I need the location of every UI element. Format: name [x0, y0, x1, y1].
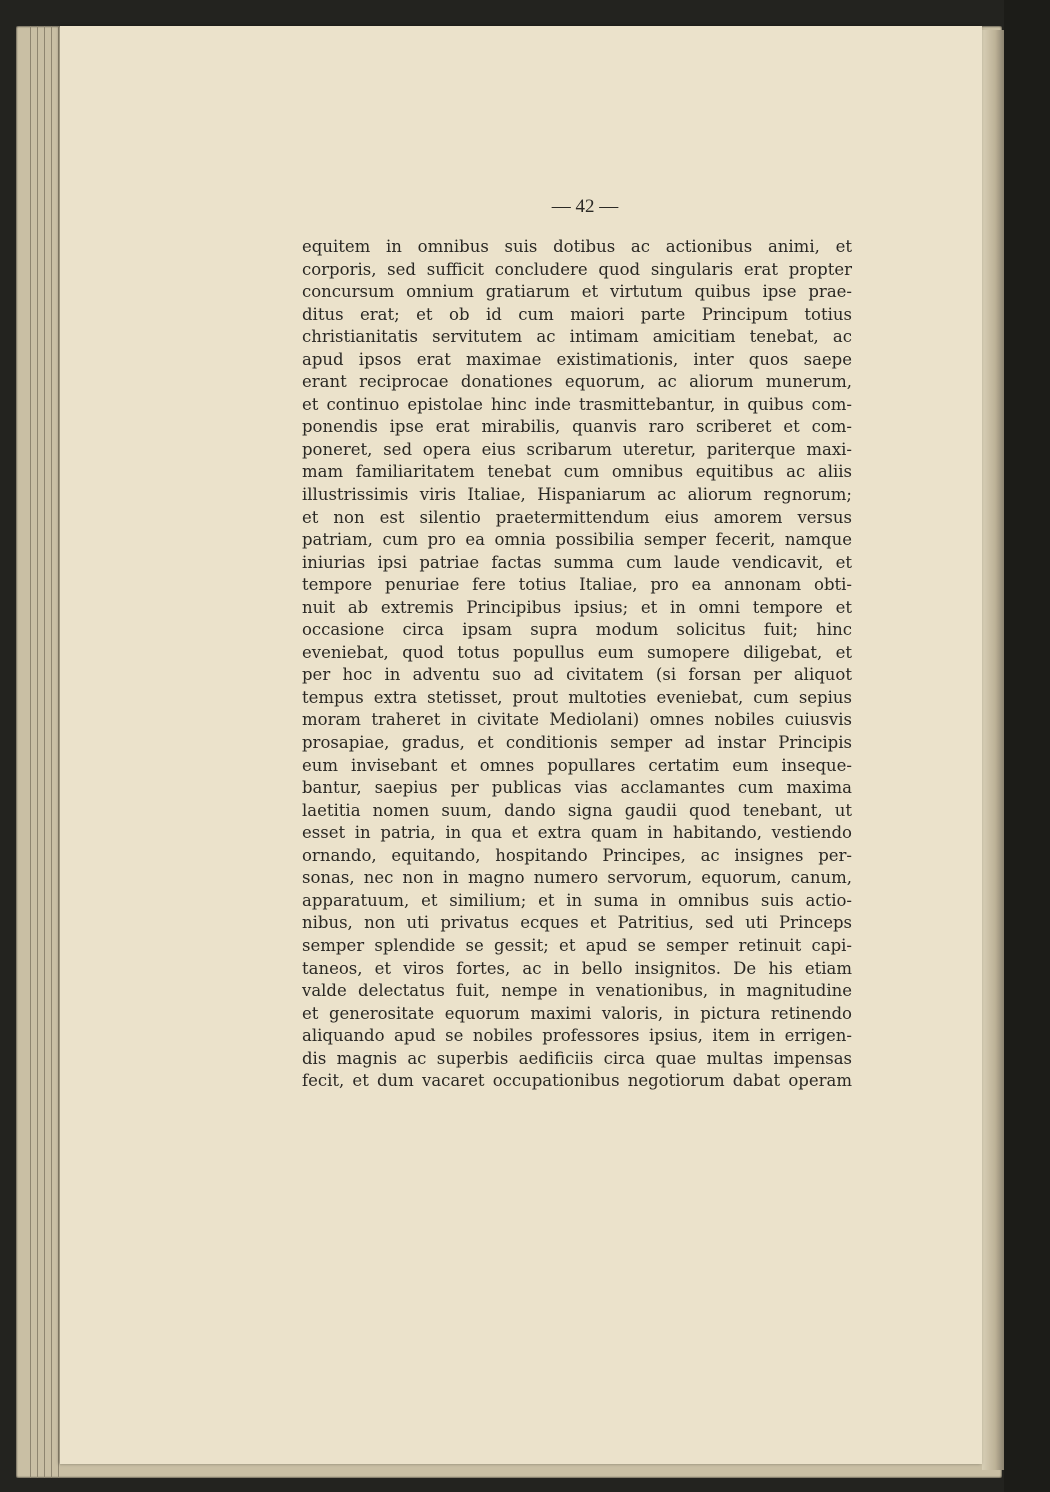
text-line: laetitia nomen suum, dando signa gaudii quod tenebant, ut	[302, 800, 852, 820]
text-line: semper splendide se gessit; et apud se semper retinuit capi-	[302, 935, 852, 955]
text-line: et generositate equorum maximi valoris, in pictura retinendo	[302, 1003, 852, 1023]
text-line: eveniebat, quod totus popullus eum sumopere diligebat, et	[302, 642, 852, 662]
text-line: patriam, cum pro ea omnia possibilia semper fecerit, namque	[302, 530, 852, 550]
body-text	[302, 236, 852, 1093]
text-line: sonas, nec non in magno numero servorum, equorum, canum,	[302, 868, 852, 888]
text-line: et continuo epistolae hinc inde trasmittebantur, in quibus com-	[302, 394, 852, 414]
text-line: equitem in omnibus suis dotibus ac actionibus animi, et	[302, 237, 852, 256]
text-line: et non est silentio praetermittendum eius amorem versus	[302, 507, 852, 527]
text-line: bantur, saepius per publicas vias acclamantes cum maxima	[302, 778, 852, 798]
text-line: poneret, sed opera eius scribarum uteretur, pariterque maxi-	[302, 439, 852, 459]
text-line: dis magnis ac superbis aedificiis circa quae multas impensas	[302, 1048, 852, 1068]
text-line: illustrissimis viris Italiae, Hispaniarum ac aliorum regnorum;	[302, 485, 852, 505]
text-line: aliquando apud se nobiles professores ipsius, item in errigen-	[302, 1026, 852, 1046]
background-strip	[1004, 0, 1050, 1492]
text-line: prosapiae, gradus, et conditionis semper ad instar Principis	[302, 733, 852, 753]
text-line: ornando, equitando, hospitando Principes, ac insignes per-	[302, 845, 852, 865]
text-line: nuit ab extremis Principibus ipsius; et in omni tempore et	[302, 597, 852, 617]
text-line: concursum omnium gratiarum et virtutum quibus ipse prae-	[302, 282, 852, 302]
text-line: erant reciprocae donationes equorum, ac aliorum munerum,	[302, 372, 852, 392]
text-line: moram traheret in civitate Mediolani) omnes nobiles cuiusvis	[302, 710, 852, 730]
page-number: — 42 —	[551, 196, 619, 217]
text-line: taneos, et viros fortes, ac in bello insignitos. De his etiam	[302, 958, 852, 978]
text-line: apparatuum, et similium; et in suma in omnibus suis actio-	[302, 890, 852, 910]
right-page-edge	[982, 30, 1004, 1470]
text-line: iniurias ipsi patriae factas summa cum laude vendicavit, et	[302, 552, 852, 572]
text-line: eum invisebant et omnes popullares certatim eum inseque-	[302, 755, 852, 775]
text-line: nibus, non uti privatus ecques et Patritius, sed uti Princeps	[302, 913, 852, 933]
text-line: per hoc in adventu suo ad civitatem (si forsan per aliquot	[302, 665, 852, 685]
text-line: tempore penuriae fere totius Italiae, pro ea annonam obti-	[302, 575, 852, 595]
text-line: fecit, et dum vacaret occupationibus negotiorum dabat operam	[302, 1071, 852, 1091]
text-line: tempus extra stetisset, prout multoties eveniebat, cum sepius	[302, 687, 852, 707]
text-line: mam familiaritatem tenebat cum omnibus equitibus ac aliis	[302, 462, 852, 482]
text-line: ditus erat; et ob id cum maiori parte Principum totius	[302, 304, 852, 324]
text-line: esset in patria, in qua et extra quam in habitando, vestiendo	[302, 823, 852, 843]
text-line: occasione circa ipsam supra modum solicitus fuit; hinc	[302, 620, 852, 640]
stack-edge	[48, 26, 59, 1478]
text-line: apud ipsos erat maximae existimationis, inter quos saepe	[302, 349, 852, 369]
text-line: ponendis ipse erat mirabilis, quanvis raro scriberet et com-	[302, 417, 852, 437]
text-line: christianitatis servitutem ac intimam amicitiam tenebat, ac	[302, 327, 852, 347]
text-line: valde delectatus fuit, nempe in venationibus, in magnitudine	[302, 981, 852, 1001]
text-line: corporis, sed sufficit concludere quod singularis erat propter	[302, 259, 852, 279]
